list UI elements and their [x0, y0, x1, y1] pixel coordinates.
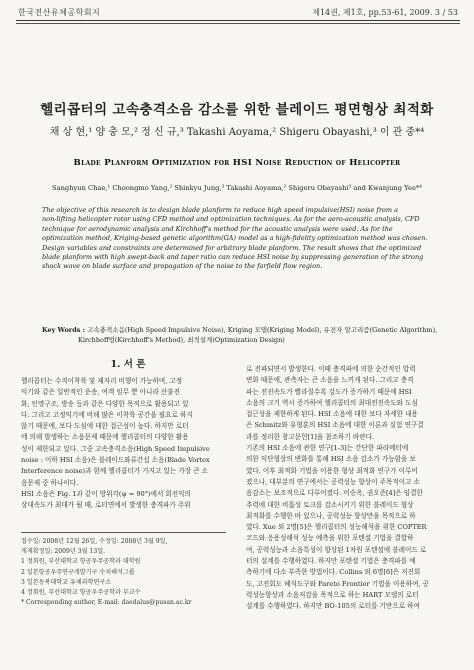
body-line: 헬리콥터는 수직이착륙 및 제자리 비행이 가능하며, 고정: [21, 377, 183, 385]
footnote: 게재확정일: 2009년 3월 13일.: [21, 548, 106, 556]
keywords-label: Key Words :: [42, 326, 86, 334]
left-column: [21, 376, 235, 512]
abstract-line: non-lifting helicopter rotor using CFD method and optimization techniques. As for the aero-acoustic analysis, CFD: [42, 215, 420, 224]
body-line: 코드와 응용성해석 성능 예측을 위한 포텐셜 기법을 결합하: [246, 534, 414, 543]
footnote: 2 일본항공우주연구개발기구 수치해석그룹: [21, 568, 135, 576]
body-line: 파는 전진속도가 빨라질수록 강도가 증가하기 때문에 HSI: [246, 387, 412, 396]
korean-title: 헬리콥터의 고속충격소음 감소를 위한 블레이드 평면형상 최적화: [40, 102, 434, 118]
keywords: [42, 326, 442, 345]
journal-name: 한국전산유체공학회지: [18, 8, 101, 17]
body-line: 접근성을 제한하게 된다. HSI 소음에 대한 보다 자세한 내용: [246, 410, 418, 419]
body-line: 은 Schmitz와 유형훈의 HSI 소음에 대한 이론과 실험 연구결: [246, 421, 424, 430]
keywords-text: 고속충격소음(High Speed Impulsive Noise), Kriging 모델(Kriging Model), 유전자 알고리즘(Genetic Algorithm),: [87, 326, 438, 334]
abstract-line: The objective of this research is to design blade planform to reduce high speed impulsive(HSI) noise from a: [42, 206, 398, 214]
body-line: 로 전파되면서 발생한다. 이때 충격파에 의한 순간적인 압력: [246, 365, 416, 373]
body-line: 도, 고진회도 헤석도구와 Pareto Frontier 기법을 이용하여, 공: [246, 579, 430, 588]
body-line: 않기 때문에, 보다 도심에 대한 접근성이 높다. 하지만 로터: [21, 422, 189, 431]
body-line: 여, 공력성능과 소음특성이 향상된 1차원 포텐셜에 블레이드 로: [246, 545, 427, 554]
header-rule: [16, 20, 460, 21]
body-line: Interference noise)과 함께 헬리콥터가 가지고 있는 가장 큰 소: [21, 467, 209, 476]
english-authors: Sanghyun Chae,¹ Choongmo Yang,² Shinkyu Jung,³ Takashi Aoyama,² Shigeru Obayashi³ and Kwanjung Yee*⁴: [52, 184, 422, 192]
abstract-line: blade planform with high swept-back and taper ratio can reduce HSI noise by suppressing generation of the strong: [42, 253, 424, 262]
footnote: * Corresponding author, E-mail: daedalus@pusan.ac.kr: [21, 599, 192, 607]
right-column: [246, 364, 460, 613]
body-line: 변화 때문에, 관측자는 큰 소음을 느끼게 된다. 그리고 충격: [246, 376, 414, 385]
footnote-rule: [21, 532, 226, 533]
body-line: 과를 정리한 참고문헌[1]을 참조하기 바란다.: [246, 432, 375, 441]
abstract-line: Design variables and constraints are determined for arbitrary blade planform. The result shows that the optimized: [42, 243, 422, 252]
body-line: 기존의 HSI 소음에 관한 연구[1-3]는 간단한 파라메터에: [246, 444, 409, 453]
footnote: 1 정회원, 부산대학교 항공우주공학과 대학원: [21, 558, 141, 566]
body-line: 였다. 이후 최적화 기법을 이용한 형상 최적화 연구가 이루어: [246, 466, 418, 475]
running-header: [18, 7, 458, 21]
body-line: 졌으나, 대부분의 연구에서는 공력성능 향상이 주목적이고 소: [246, 477, 420, 486]
body-line: 소음의 크기 역시 증가하여 헬리콥터의 최대전진속도와 도심: [246, 398, 418, 407]
body-line: 였다. Xue 외 2명[5]은 헬리콥터의 성능해석을 위한 COPTER: [246, 523, 427, 532]
footnote: 4 정회원, 부산대학교 항공우주공학과 부교수: [21, 589, 141, 597]
body-line: 추력에 대한 비틂성 토크를 감소시키기 위한 블레이드 형상: [246, 500, 414, 509]
body-line: 다. 그리고 고정익기에 비해 많은 이착륙 공간을 필요로 하지: [21, 410, 193, 419]
abstract-line: technique for aerodynamic analysis and Kirchhoff's method for the acoustic analysis were used. As for the: [42, 224, 393, 233]
footnotes: [21, 537, 235, 608]
body-line: 력성능향상과 소음저감을 목적으로 하는 HART 모델의 로터: [246, 590, 419, 599]
keywords-line: [42, 326, 442, 336]
body-line: 최적화를 수행한 바 있으나, 공력성능 향상만을 목적으로 하: [246, 511, 416, 520]
body-line: 측하기에 다소 부족한 방법이다. Collins 외 6명[6]은 저진회: [246, 568, 421, 577]
abstract: [42, 206, 438, 272]
body-line: 의한 익단형상의 변화를 통해 HSI 소음 감소가 가능함을 보: [246, 455, 416, 464]
abstract-line: optimization method, Kriging-based genetic algorithm(GA) model as a high-fidelity optimization method was chosen.: [42, 234, 428, 243]
body-line: 음문제 중 하나이다.: [21, 478, 79, 487]
english-title: Blade Planform Optimization for HSI Noise Reduction of Helicopter: [73, 158, 401, 168]
footnote: 접수일: 2008년 12월 26일, 수정일: 2008년 3월 9일,: [21, 538, 168, 545]
body-line: noise : 이하 HSI 소음)은 블레이드와류간섭 소음(Blade Vortex: [21, 456, 210, 465]
section-heading: 1. 서 론: [110, 359, 146, 370]
keywords-text-2: Kirchhoff법(Kirchhoff's Method), 최적설계(Optimization Design): [78, 335, 285, 344]
body-line: 성이 제한되고 있다. 그중 고속충격소음(High Speed Impulsive: [21, 444, 210, 453]
body-line: HSI 소음은 Fig. 1과 같이 방위각(ψ = 90°)에서 회전익의: [21, 489, 191, 498]
body-line: 에 의해 발생하는 소음문제 때문에 헬리콥터의 다양한 활용: [21, 433, 189, 442]
page-citation: 제14권, 제1호, pp.53-61, 2009. 3 / 53: [312, 8, 458, 17]
body-line: 음감소는 보조적으로 다루어졌다. 이승옥, 권오준[4]은 임결한: [246, 489, 423, 498]
abstract-line: shock wave on blade surface and propagation of the noise to the farfield flow region.: [42, 262, 323, 271]
korean-authors: 채 상 현,¹ 양 충 모,² 정 신 규,³ Takashi Aoyama,² Shigeru Obayashi,³ 이 관 중*⁴: [49, 127, 425, 138]
body-line: 상대속도가 최대가 될 때, 로터면에서 발생한 충격파가 주위: [21, 501, 191, 510]
header-rule-thin: [16, 23, 460, 24]
footnote: 3 일본동북대학교 유체과학연구소: [21, 578, 112, 586]
body-line: 익기와 같은 일반적인 운송, 여객 임무 뿐 아니라 산불진: [21, 388, 180, 397]
body-line: 화, 인명구조, 방송 등과 같은 다양한 목적으로 활용되고 있: [21, 399, 189, 408]
body-line: 터의 설계를 수행하였다. 하지만 포텐셜 기법은 충격파를 예: [246, 557, 416, 566]
body-line: 설계를 수행하였다. 하지만 BO-105의 로터를 기반으로 하여: [246, 602, 420, 611]
